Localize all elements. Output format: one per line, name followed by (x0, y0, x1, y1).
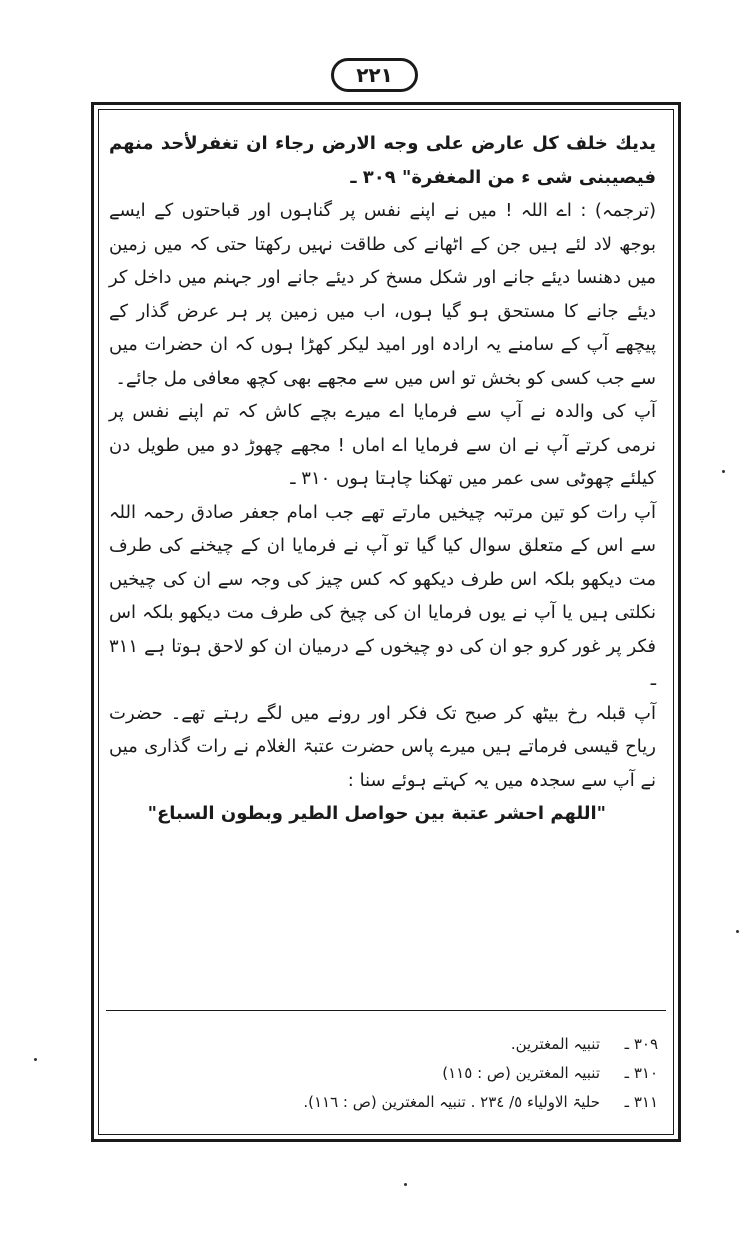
arabic-quote: "اللهم احشر عتبة بين حواصل الطير وبطون السباع" (147, 803, 606, 824)
page-number: ۲۲۱ (331, 58, 418, 92)
footnote-item (114, 1030, 658, 1059)
footnote-item (114, 1088, 658, 1117)
night-cries-paragraph: آپ رات کو تین مرتبہ چیخیں مارتے تھے جب امام جعفر صادق رحمہ اللہ سے اس کے متعلق سوال کیا گیا تو آپ نے فرمایا ان کے چیخنے کی طرف مت دیکھو بلکہ اس طرف دیکھو کہ کس چیز کی وجہ سے ان کی چیخیں نکلتی ہیں یا آپ نے یوں فرمایا ان کی چیخ کی طرف مت دیکھو بلکہ اس فکر پر غور کرو جو ان کی دو چیخوں کے درمیان ان کو لاحق ہوتا ہے ٣١١ ـ (109, 501, 656, 690)
footnote-text: تنبیہ المغترین (ص : ١١٥) (442, 1064, 600, 1082)
footnote-number: ٣١٠ ـ (624, 1064, 658, 1082)
footnote-text: تنبیہ المغترین. (510, 1035, 600, 1053)
margin-speck (722, 470, 725, 473)
page-number-container (0, 58, 749, 92)
arabic-dua-paragraph: يديك خلف كل عارض على وجه الارض رجاء ان تغفرلأحد منهم فيصيبنى شى ء من المغفرة" ٣٠٩ ـ (109, 133, 656, 188)
footnote-number: ٣٠٩ ـ (624, 1035, 658, 1053)
body-text (109, 127, 656, 831)
margin-speck (736, 930, 739, 933)
margin-speck (34, 1058, 37, 1061)
footnote-divider (106, 1010, 666, 1011)
page-frame (91, 102, 681, 1142)
translation-paragraph: (ترجمہ) : اے اللہ ! میں نے اپنے نفس پر گناہوں اور قباحتوں کے ایسے بوجھ لاد لئے ہیں جن کے اٹھانے کی طاقت نہیں رکھتا حتی کہ میں زمین میں دھنسا دیئے جانے اور شکل مسخ کر دیئے جانے اور جہنم میں داخل کر دیئے جانے کا مستحق ہو گیا ہوں، اب میں زمین پر ہر عرض گذار کے پیچھے آپ کے سامنے یہ ارادہ اور امید لیکر کھڑا ہوں کہ ان حضرات میں سے جب کسی کو بخش تو اس میں سے مجھے بھی کچھ معافی مل جائے۔ (109, 200, 656, 389)
footnotes (114, 1030, 658, 1117)
footnote-number: ٣١١ ـ (624, 1093, 658, 1111)
qibla-paragraph: آپ قبلہ رخ بیٹھ کر صبح تک فکر اور رونے میں لگے رہتے تھے۔ حضرت ریاح قیسی فرماتے ہیں میرے پاس حضرت عتبۃ الغلام نے رات گذاری میں نے آپ سے سجدہ میں یہ کہتے ہوئے سنا : (109, 702, 656, 791)
mother-dialogue-paragraph: آپ کی والدہ نے آپ سے فرمایا اے میرے بچے کاش کہ تم اپنے نفس پر نرمی کرتے آپ نے ان سے فرمایا اے اماں ! مجھے چھوڑ دو میں طویل دن کیلئے چھوٹی سی عمر میں تھکنا چاہتا ہوں ٣١٠ ـ (109, 401, 656, 489)
footnote-text: حلیۃ الاولیاء ٥/ ٢٣٤ . تنبیہ المغترین (ص : ١١٦). (303, 1093, 600, 1111)
margin-speck (404, 1183, 407, 1186)
footnote-item (114, 1059, 658, 1088)
